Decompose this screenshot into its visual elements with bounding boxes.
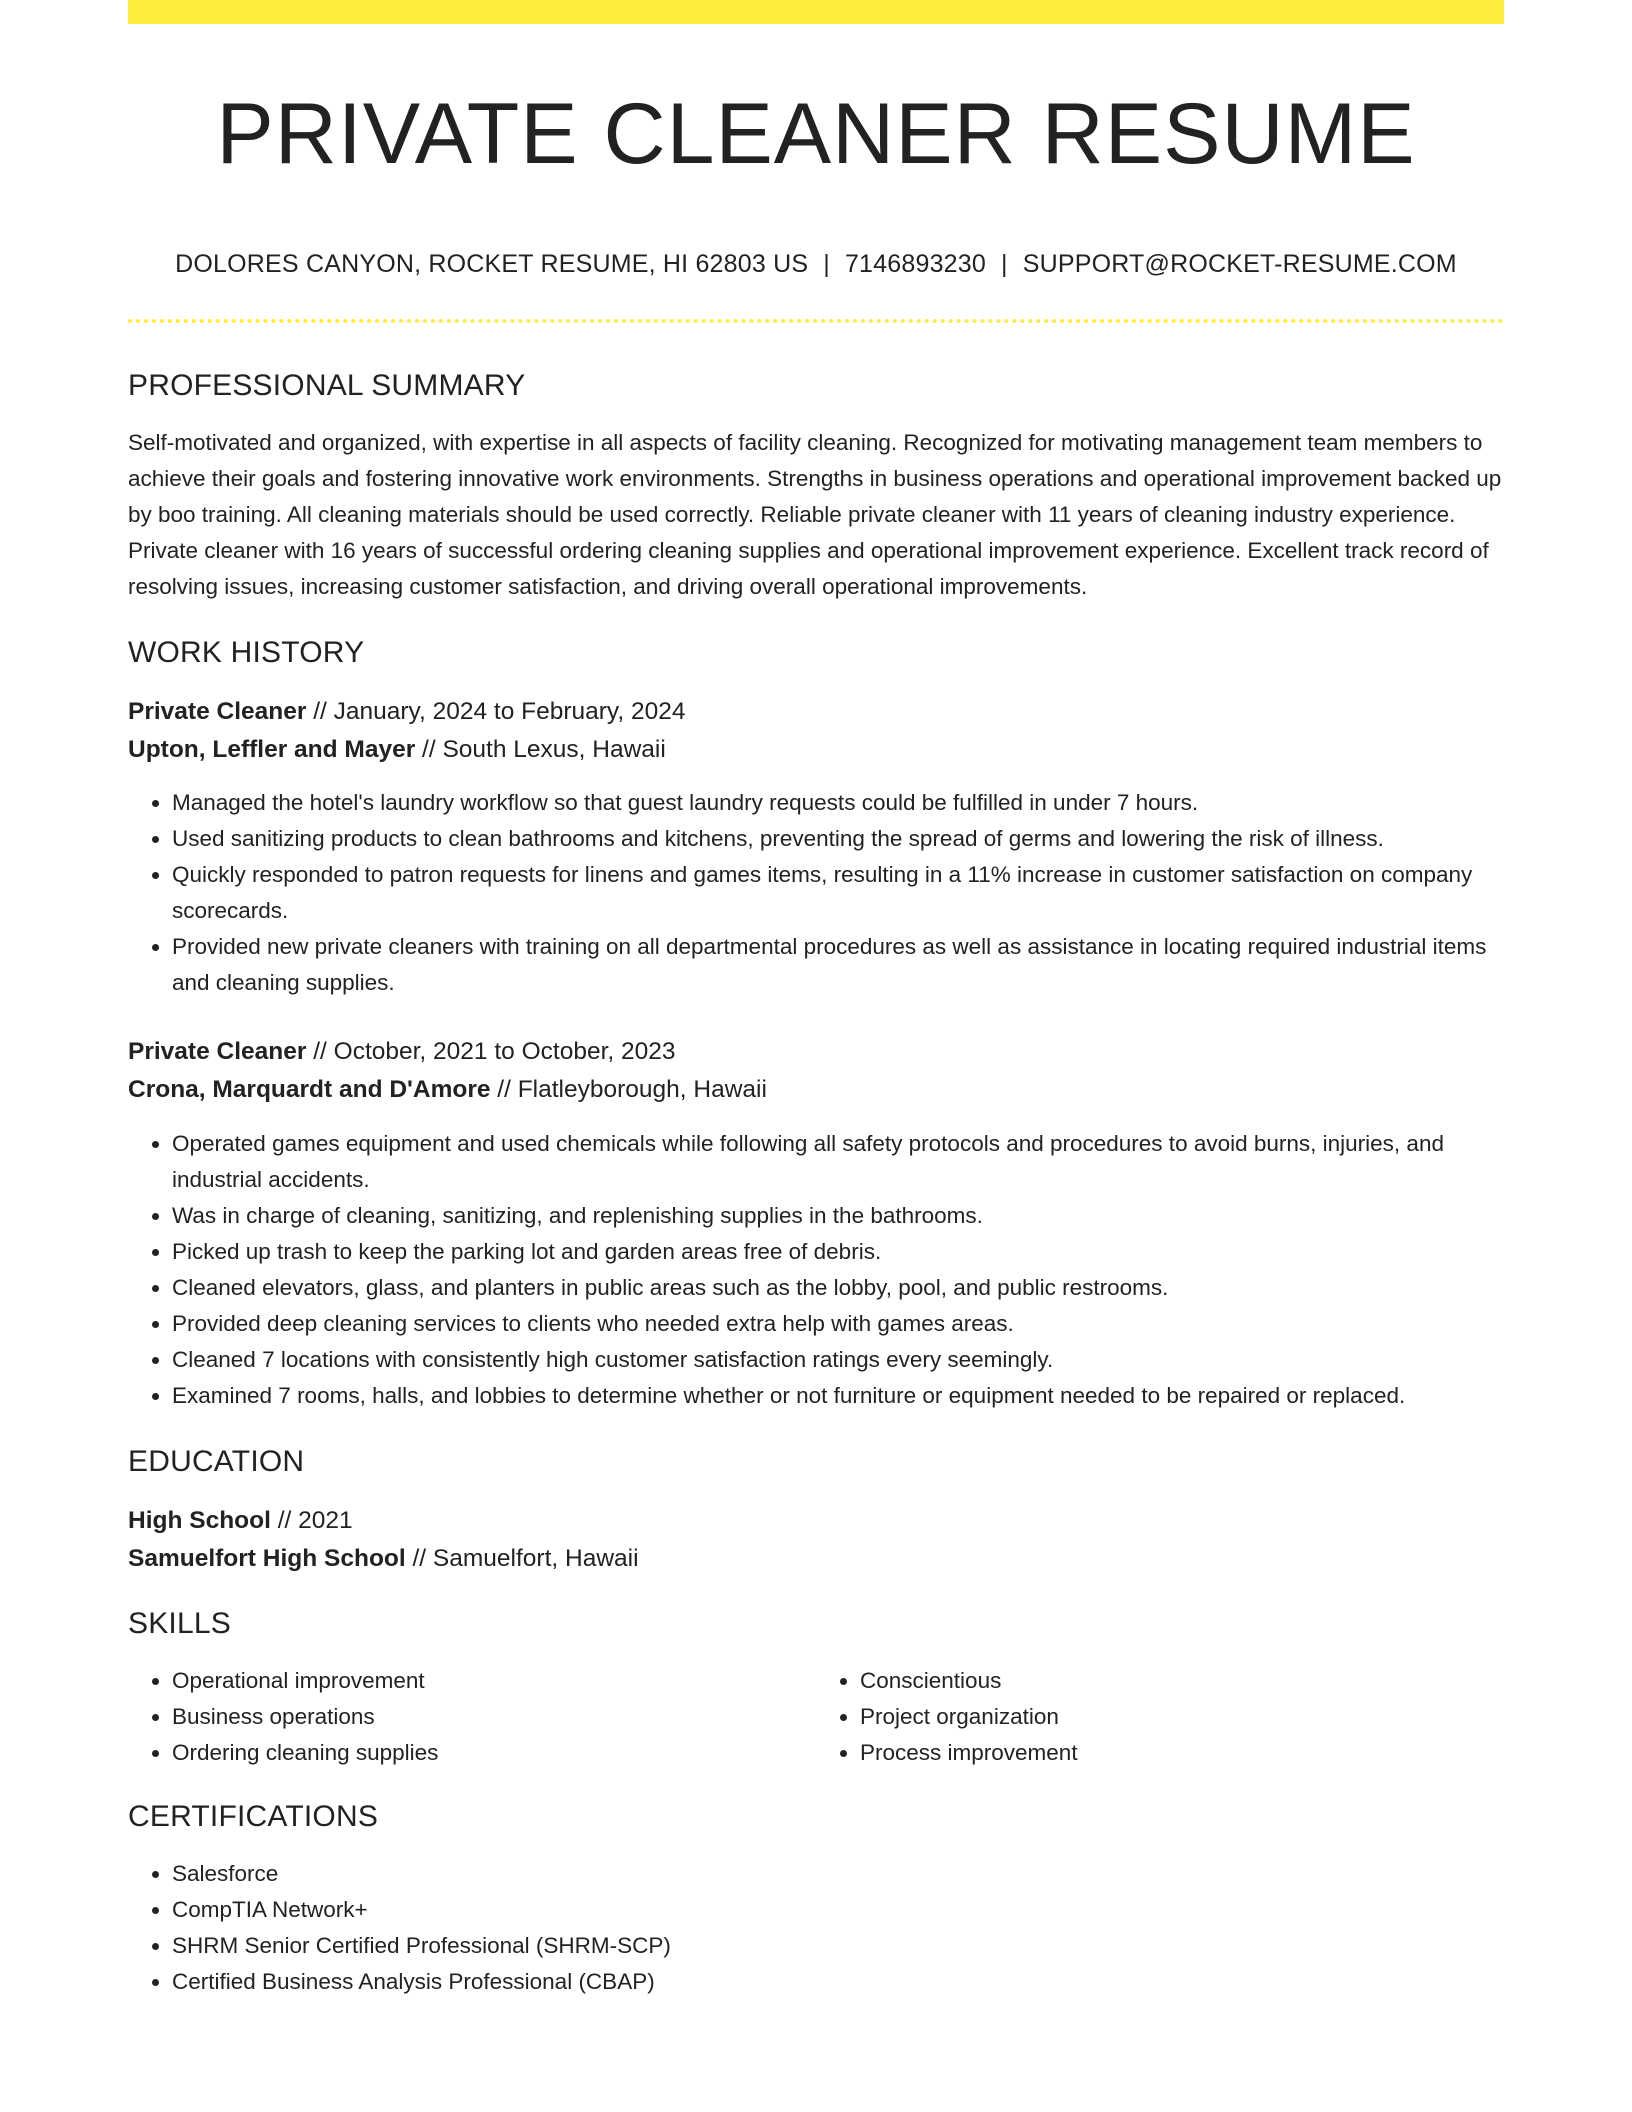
skill-item: • Business operations: [172, 1699, 816, 1735]
education-heading: EDUCATION: [128, 1445, 305, 1478]
job-bullet: • Quickly responded to patron requests for linens and games items, resulting in a 11% increase in customer satisfaction on company scorecards.: [172, 857, 1504, 929]
certifications-heading: CERTIFICATIONS: [128, 1800, 379, 1833]
job-company: Upton, Leffler and Mayer: [128, 736, 416, 763]
job-bullet: • Provided new private cleaners with training on all departmental procedures as well as assistance in locating required industrial items and cleaning supplies.: [172, 929, 1504, 1001]
job-bullet: • Picked up trash to keep the parking lot and garden areas free of debris.: [172, 1234, 1504, 1270]
contact-separator: |: [1001, 250, 1008, 278]
skills-list: [128, 1663, 1504, 1771]
job-bullets: [128, 1126, 1504, 1414]
job-entry: [128, 693, 1504, 1001]
job-title-line: [128, 1033, 1504, 1071]
job-location: // South Lexus, Hawaii: [415, 736, 666, 763]
education-school-line: [128, 1540, 1504, 1578]
skill-item: • Operational improvement: [172, 1663, 816, 1699]
skills-heading: SKILLS: [128, 1607, 231, 1640]
summary-text: Self-motivated and organized, with expertise in all aspects of facility cleaning. Recognized for motivating management team members to achieve their goals and fostering innovative work environments. Strengths in business operations and operational improvement backed up by boo training. All cleaning materials should be used correctly. Reliable private cleaner with 11 years of cleaning industry experience. Private cleaner with 16 years of successful ordering cleaning supplies and operational improvement experience. Excellent track record of resolving issues, increasing customer satisfaction, and driving overall operational improvements.: [128, 430, 1502, 599]
education-entry: [128, 1502, 1504, 1578]
job-bullet: • Examined 7 rooms, halls, and lobbies to determine whether or not furniture or equipment needed to be repaired or replaced.: [172, 1378, 1504, 1414]
dotted-divider: [128, 319, 1504, 323]
education-year: // 2021: [270, 1507, 353, 1534]
skill-item: • Project organization: [860, 1699, 1504, 1735]
work-history-heading: WORK HISTORY: [128, 636, 365, 669]
job-bullet: • Provided deep cleaning services to clients who needed extra help with games areas.: [172, 1306, 1504, 1342]
job-bullet: • Operated games equipment and used chemicals while following all safety protocols and procedures to avoid burns, injuries, and industrial accidents.: [172, 1126, 1504, 1198]
job-company-line: [128, 731, 1504, 769]
job-title-line: [128, 693, 1504, 731]
certification-item: • SHRM Senior Certified Professional (SHRM-SCP): [172, 1928, 1504, 1964]
summary-heading: PROFESSIONAL SUMMARY: [128, 369, 526, 402]
education-school: Samuelfort High School: [128, 1545, 406, 1572]
job-entry: [128, 1033, 1504, 1414]
skills-column-right: [816, 1663, 1504, 1771]
job-bullet: • Cleaned 7 locations with consistently high customer satisfaction ratings every seemingly.: [172, 1342, 1504, 1378]
certification-item: • Salesforce: [172, 1856, 1504, 1892]
skill-item: • Process improvement: [860, 1735, 1504, 1771]
job-bullet: • Was in charge of cleaning, sanitizing, and replenishing supplies in the bathrooms.: [172, 1198, 1504, 1234]
resume-title: PRIVATE CLEANER RESUME: [216, 86, 1416, 182]
certification-item: • Certified Business Analysis Professional (CBAP): [172, 1964, 1504, 2000]
certifications-list: [128, 1856, 1504, 2000]
job-dates: // October, 2021 to October, 2023: [306, 1038, 676, 1065]
job-bullet: • Cleaned elevators, glass, and planters in public areas such as the lobby, pool, and public restrooms.: [172, 1270, 1504, 1306]
skill-item: • Ordering cleaning supplies: [172, 1735, 816, 1771]
education-degree: High School: [128, 1507, 271, 1534]
job-bullets: [128, 785, 1504, 1001]
job-title: Private Cleaner: [128, 698, 307, 725]
job-company: Crona, Marquardt and D'Amore: [128, 1076, 491, 1103]
skill-item: • Conscientious: [860, 1663, 1504, 1699]
skills-column-left: [128, 1663, 816, 1771]
education-degree-line: [128, 1502, 1504, 1540]
contact-separator: |: [823, 250, 830, 278]
contact-line: [128, 248, 1504, 280]
contact-email: SUPPORT@ROCKET-RESUME.COM: [1022, 250, 1457, 278]
job-dates: // January, 2024 to February, 2024: [306, 698, 686, 725]
job-company-line: [128, 1071, 1504, 1109]
contact-address: DOLORES CANYON, ROCKET RESUME, HI 62803 US: [175, 250, 809, 278]
job-location: // Flatleyborough, Hawaii: [490, 1076, 767, 1103]
job-bullet: • Managed the hotel's laundry workflow so that guest laundry requests could be fulfilled in under 7 hours.: [172, 785, 1504, 821]
job-bullet: • Used sanitizing products to clean bathrooms and kitchens, preventing the spread of germs and lowering the risk of illness.: [172, 821, 1504, 857]
education-location: // Samuelfort, Hawaii: [405, 1545, 639, 1572]
job-title: Private Cleaner: [128, 1038, 307, 1065]
certification-item: • CompTIA Network+: [172, 1892, 1504, 1928]
contact-phone: 7146893230: [844, 250, 986, 278]
resume-content: [128, 24, 1504, 2000]
accent-top-bar: [128, 0, 1504, 24]
